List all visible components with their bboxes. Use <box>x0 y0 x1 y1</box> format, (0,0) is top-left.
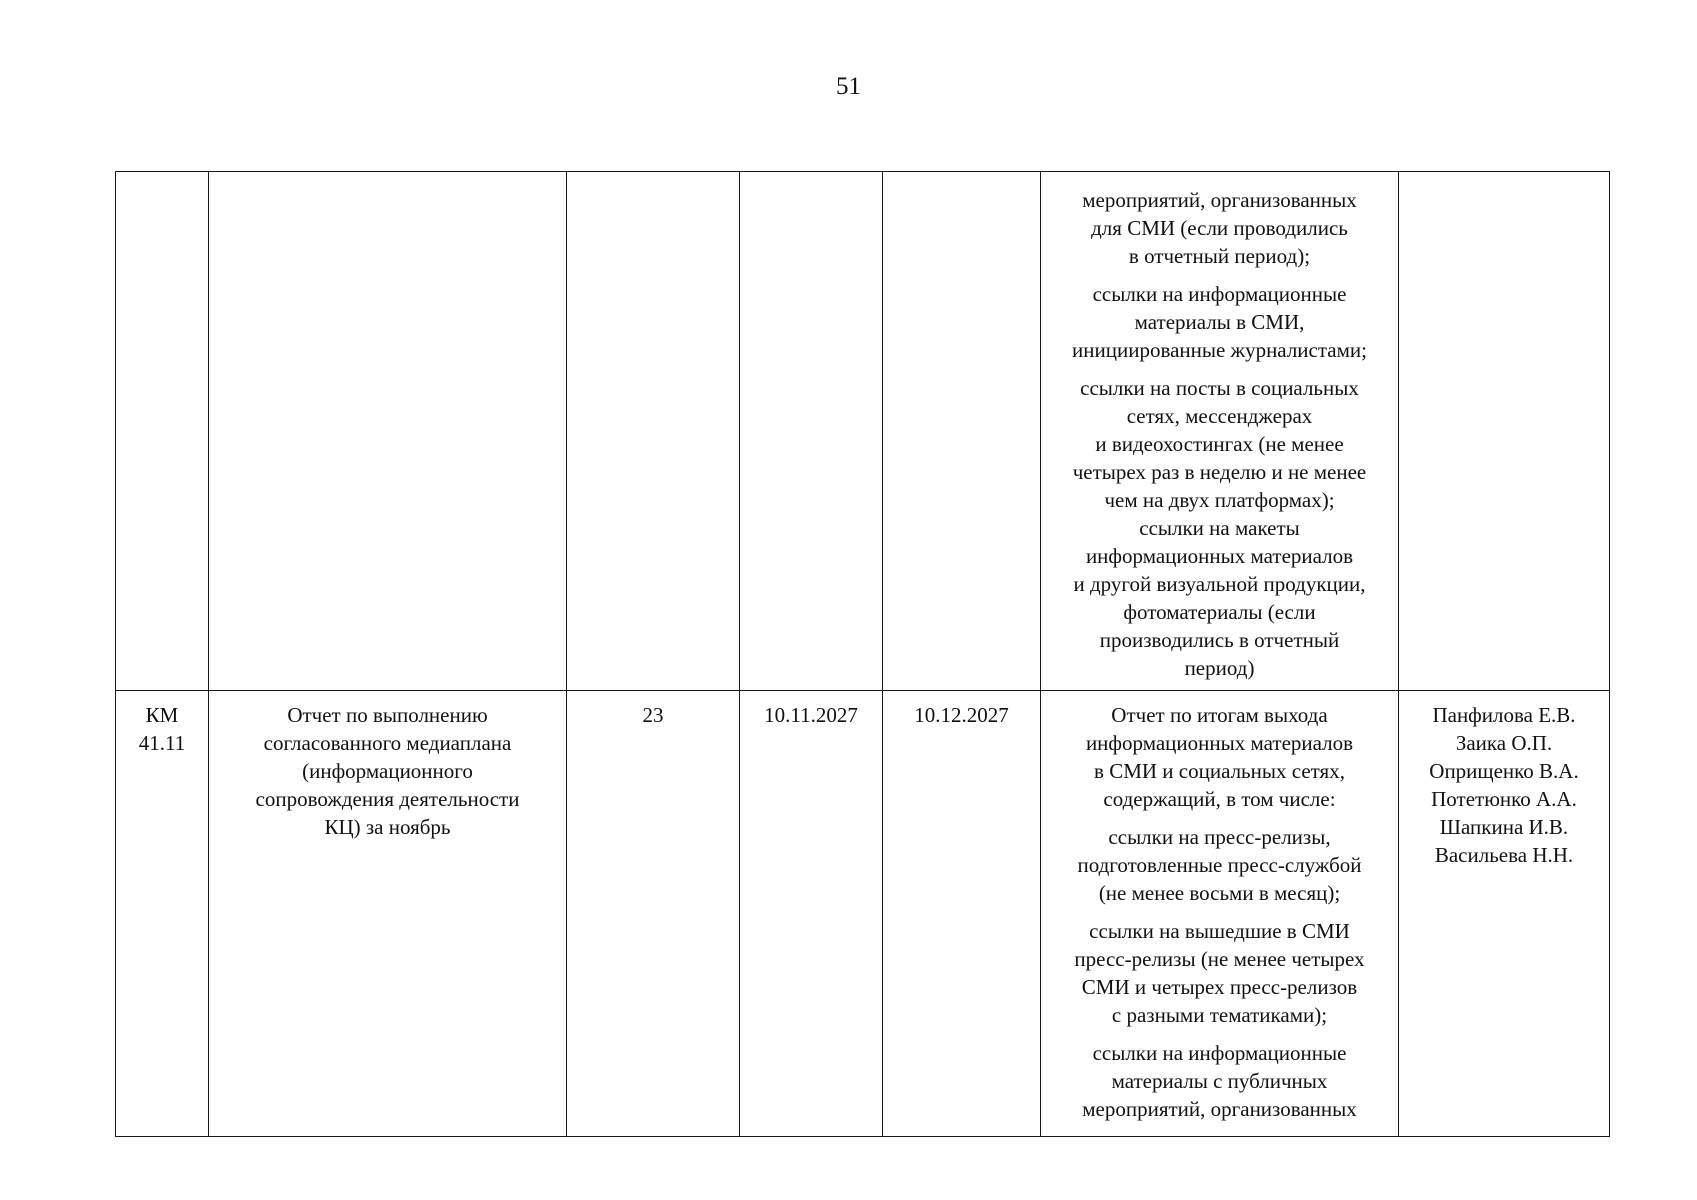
text-line: материалы с публичных <box>1111 1069 1328 1093</box>
text-line: сетях, мессенджерах <box>1126 404 1313 428</box>
cell-code-empty <box>116 172 209 691</box>
cell-number-empty <box>567 172 740 691</box>
responsible-person: Заика О.П. <box>1455 731 1553 755</box>
page-number: 51 <box>836 73 861 100</box>
plan-table <box>115 171 1610 1137</box>
text-line: пресс-релизы (не менее четырех <box>1074 947 1365 971</box>
cell-number: 23 <box>567 691 740 1137</box>
text-line: КЦ) за ноябрь <box>324 815 451 839</box>
responsible-person: Шапкина И.В. <box>1439 815 1569 839</box>
text-line: информационных материалов <box>1085 544 1354 568</box>
result-paragraph <box>1049 1039 1390 1123</box>
text-line: инициированные журналистами; <box>1072 338 1367 362</box>
result-paragraph <box>1049 823 1390 907</box>
text-line: ссылки на посты в социальных <box>1080 376 1359 400</box>
text-line: СМИ и четырех пресс-релизов <box>1081 975 1358 999</box>
code-line: КМ <box>145 703 179 727</box>
cell-result <box>1041 691 1399 1137</box>
cell-responsible <box>1399 691 1610 1137</box>
text-line: мероприятий, организованных <box>1082 1097 1357 1121</box>
code-line: 41.11 <box>138 731 186 755</box>
text-line: содержащий, в том числе: <box>1103 787 1336 811</box>
text-line: для СМИ (если проводились <box>1091 216 1348 240</box>
text-line: Отчет по выполнению <box>287 703 488 727</box>
cell-code <box>116 691 209 1137</box>
text-line: Отчет по итогам выхода <box>1111 703 1328 727</box>
result-paragraph <box>1049 186 1390 270</box>
text-line: (не менее восьми в месяц); <box>1098 881 1341 905</box>
cell-end-date: 10.12.2027 <box>883 691 1041 1137</box>
text-line: ссылки на макеты <box>1139 516 1300 540</box>
cell-result-continued <box>1041 172 1399 691</box>
text-line: мероприятий, организованных <box>1082 188 1357 212</box>
text-line: материалы в СМИ, <box>1134 310 1305 334</box>
cell-name <box>209 691 567 1137</box>
cell-name-empty <box>209 172 567 691</box>
text-line: чем на двух платформах); <box>1104 488 1335 512</box>
result-paragraph <box>1049 701 1390 813</box>
cell-responsible-empty <box>1399 172 1610 691</box>
text-line: подготовленные пресс-службой <box>1077 853 1362 877</box>
text-line: фотоматериалы (если <box>1123 600 1316 624</box>
text-line: и видеохостингах (не менее <box>1095 432 1344 456</box>
text-line: период) <box>1184 656 1255 680</box>
text-line: в СМИ и социальных сетях, <box>1094 759 1345 783</box>
table-row-continued <box>116 172 1610 691</box>
text-line: согласованного медиаплана <box>263 731 512 755</box>
text-line: (информационного <box>302 759 473 783</box>
text-line: ссылки на информационные <box>1092 282 1347 306</box>
text-line: производились в отчетный <box>1099 628 1340 652</box>
text-line: в отчетный период); <box>1128 244 1311 268</box>
responsible-person: Потетюнко А.А. <box>1431 787 1577 811</box>
result-paragraph <box>1049 374 1390 682</box>
table-row-km-41-11 <box>116 691 1610 1137</box>
responsible-person: Панфилова Е.В. <box>1432 703 1576 727</box>
text-line: сопровождения деятельности <box>255 787 520 811</box>
text-line: информационных материалов <box>1085 731 1354 755</box>
text-line: четырех раз в неделю и не менее <box>1072 460 1367 484</box>
text-line: ссылки на пресс-релизы, <box>1108 825 1331 849</box>
text-line: с разными тематиками); <box>1111 1003 1328 1027</box>
result-paragraph <box>1049 280 1390 364</box>
text-line: и другой визуальной продукции, <box>1073 572 1366 596</box>
text-line: ссылки на вышедшие в СМИ <box>1089 919 1350 943</box>
cell-end-date-empty <box>883 172 1041 691</box>
responsible-person: Оприщенко В.А. <box>1429 759 1579 783</box>
responsible-person: Васильева Н.Н. <box>1434 843 1574 867</box>
result-paragraph <box>1049 917 1390 1029</box>
text-line: ссылки на информационные <box>1092 1041 1347 1065</box>
cell-start-date: 10.11.2027 <box>740 691 883 1137</box>
cell-start-date-empty <box>740 172 883 691</box>
